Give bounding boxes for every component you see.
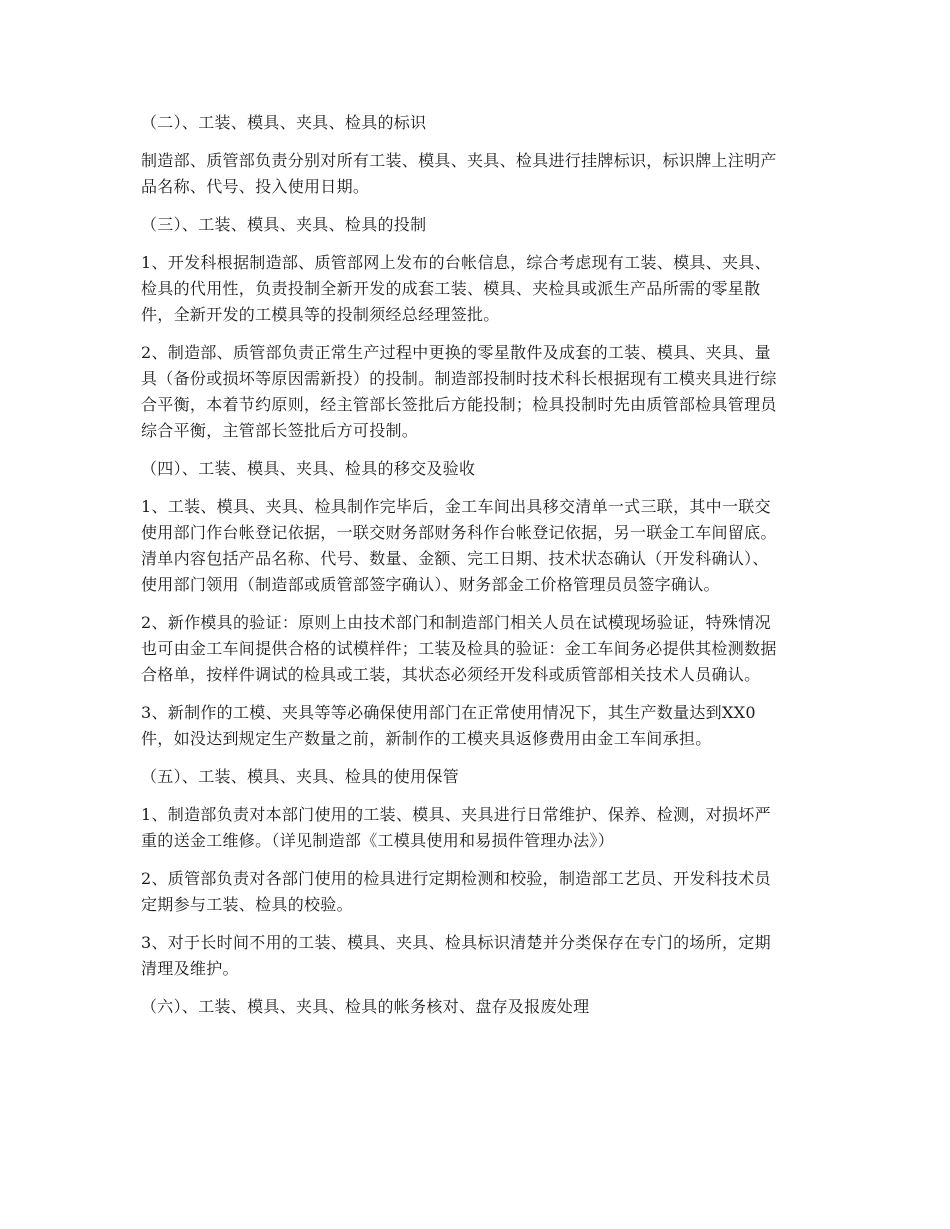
text-line: 综合平衡，主管部长签批后方可投制。	[141, 421, 419, 440]
paragraph-handover-3	[141, 700, 811, 752]
text-line: 件，全新开发的工模具等的投制须经总经理签批。	[141, 305, 500, 324]
paragraph-usage-1	[141, 802, 811, 854]
text-line: 3、对于长时间不用的工装、模具、夹具、检具标识清楚并分类保存在专门的场所，定期	[141, 933, 771, 952]
text-line: 件，如没达到规定生产数量之前，新制作的工模夹具返修费用由金工车间承担。	[141, 729, 712, 748]
paragraph-identification	[141, 148, 811, 200]
section-heading-usage: （五）、工装、模具、夹具、检具的使用保管	[141, 767, 460, 786]
text-line: 使用部门领用（制造部或质管部签字确认）、财务部金工价格管理员员签字确认。	[141, 575, 720, 594]
paragraph-production-2	[141, 340, 811, 444]
paragraph-usage-3	[141, 930, 811, 982]
text-line: 使用部门作台帐登记依据，一联交财务部财务科作台帐登记依据，另一联金工车间留底。	[141, 523, 777, 542]
text-line: 合平衡，本着节约原则，经主管部长签批后方能投制；检具投制时先由质管部检具管理员	[141, 395, 777, 414]
text-line: 品名称、代号、投入使用日期。	[141, 177, 370, 196]
text-line: 定期参与工装、检具的校验。	[141, 895, 353, 914]
text-line: 2、制造部、质管部负责正常生产过程中更换的零星散件及成套的工装、模具、夹具、量	[141, 343, 771, 362]
text-line: 清理及维护。	[141, 959, 239, 978]
text-line: 3、新制作的工模、夹具等等必确保使用部门在正常使用情况下，其生产数量达到XX0	[141, 703, 756, 722]
section-heading-handover: （四）、工装、模具、夹具、检具的移交及验收	[141, 459, 476, 478]
text-line: 具（备份或损坏等原因需新投）的投制。制造部投制时技术科长根据现有工模夹具进行综	[141, 369, 777, 388]
text-line: 1、开发科根据制造部、质管部网上发布的台帐信息，综合考虑现有工装、模具、夹具、	[141, 253, 771, 272]
section-heading-production: （三）、工装、模具、夹具、检具的投制	[141, 215, 427, 234]
text-line: 重的送金工维修。（详见制造部《工模具使用和易损件管理办法》）	[141, 831, 615, 850]
paragraph-usage-2	[141, 866, 811, 918]
text-line: 1、制造部负责对本部门使用的工装、模具、夹具进行日常维护、保养、检测，对损坏严	[141, 805, 771, 824]
text-line: 检具的代用性，负责投制全新开发的成套工装、模具、夹检具或派生产品所需的零星散	[141, 279, 761, 298]
text-line: 也可由金工车间提供合格的试模样件；工装及检具的验证：金工车间务必提供其检测数据	[141, 639, 777, 658]
paragraph-production-1	[141, 250, 811, 328]
section-heading-accounting: （六）、工装、模具、夹具、检具的帐务核对、盘存及报废处理	[141, 997, 590, 1016]
text-line: 制造部、质管部负责分别对所有工装、模具、夹具、检具进行挂牌标识，标识牌上注明产	[141, 151, 777, 170]
text-line: 清单内容包括产品名称、代号、数量、金额、完工日期、技术状态确认（开发科确认）、	[141, 549, 769, 568]
paragraph-handover-2	[141, 610, 811, 688]
text-line: 2、新作模具的验证：原则上由技术部门和制造部门相关人员在试模现场验证，特殊情况	[141, 613, 771, 632]
text-line: 2、质管部负责对各部门使用的检具进行定期检测和校验，制造部工艺员、开发科技术员	[141, 869, 771, 888]
text-line: 合格单，按样件调试的检具或工装，其状态必须经开发科或质管部相关技术人员确认。	[141, 665, 761, 684]
section-heading-identification: （二）、工装、模具、夹具、检具的标识	[141, 113, 427, 132]
paragraph-handover-1	[141, 494, 811, 598]
text-line: 1、工装、模具、夹具、检具制作完毕后，金工车间出具移交清单一式三联，其中一联交	[141, 497, 771, 516]
document-page	[141, 110, 811, 1032]
